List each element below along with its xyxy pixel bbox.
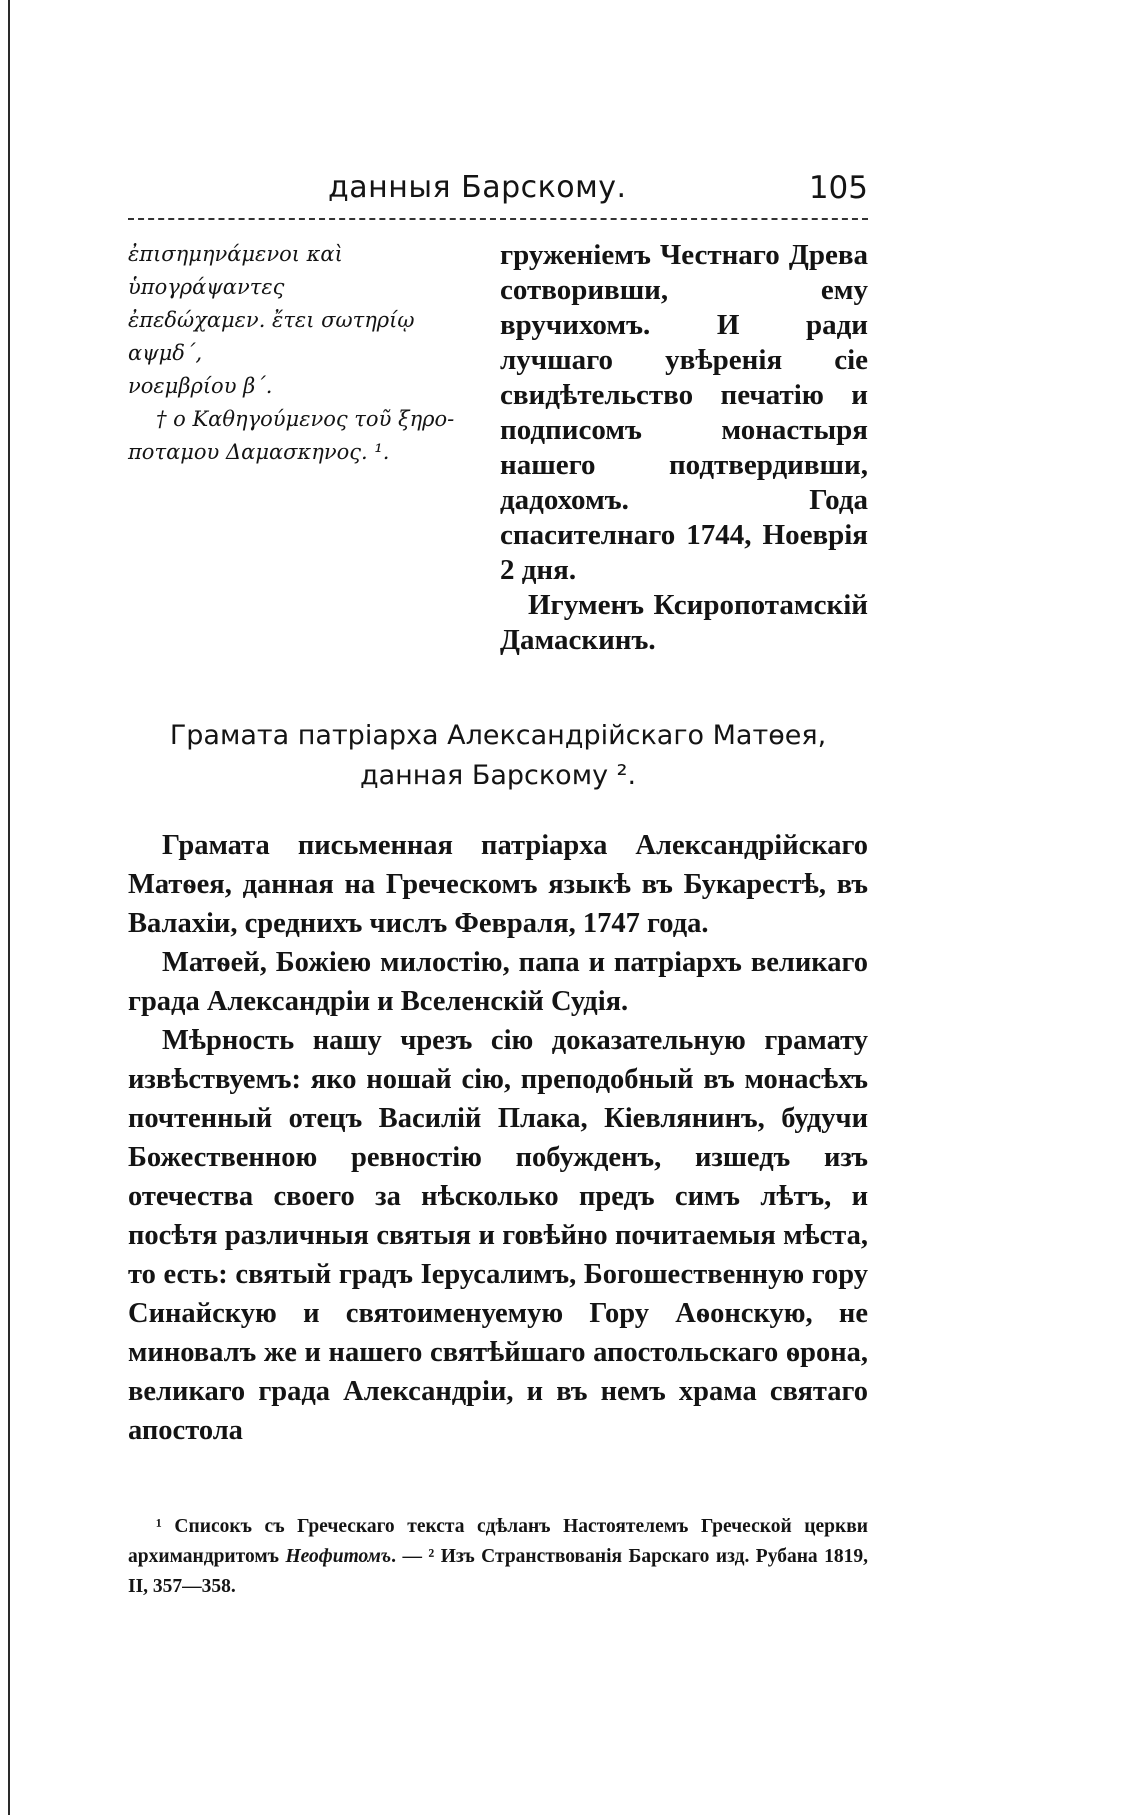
footnote-text: ¹ Списокъ съ Греческаго текста сдѣланъ Настоятелемъ Греческой церкви архимандритомъ [128,1516,868,1567]
greek-line: νοεμβρίου β΄. [128,374,273,398]
greek-line: ἐπισημηνάμενοι καὶ ὑπογράψαντες [128,242,343,299]
section-heading [128,716,868,796]
body-paragraph: Матѳей, Божіею милостію, папа и патріархъ великаго града Александріи и Вселенскій Судія. [128,947,868,1017]
russian-paragraph: груженіемъ Честнаго Древа сотворивши, ему вручихомъ. И ради лучшаго увѣренія сіе свидѣтельство печатію и подписомъ монастыря нашего подтвердивши, дадохомъ. Года спасителнаго 1744, Ноеврія 2 дня. [500,239,868,586]
body-paragraph: Грамата письменная патріарха Александрійскаго Матѳея, данная на Греческомъ языкѣ въ Букарестѣ, въ Валахіи, среднихъ числъ Февраля, 1747 года. [128,830,868,939]
section-heading-line: Грамата патріарха Александрійскаго Матѳея, [169,720,827,751]
header-rule [128,218,868,220]
footnote [128,1512,868,1602]
russian-signature: Игуменъ Ксиропотамскій Дамаскинъ. [500,589,868,656]
greek-column [128,238,473,658]
running-head [128,170,868,216]
greek-line: ἐπεδώχαμεν. ἔτει σωτηρίῳ αψμδ΄, [128,308,415,365]
page-spine-edge [8,0,10,1815]
footnote-italic-name: Неофитомъ [285,1546,392,1567]
greek-signature-line: † ο Καθηγούμενος τοῦ ξηρο- [156,407,455,431]
parallel-columns [128,238,868,658]
body-paragraph: Мѣрность нашу чрезъ сію доказательную грамату извѣствуемъ: яко ношай сію, преподобный въ монасѣхъ почтенный отецъ Василій Плака, Кіевлянинъ, будучи Божественною ревностію побужденъ, изшедъ изъ отечества своего за нѣсколько предъ симъ лѣтъ, и посѣтя различныя святыя и говѣйно почитаемыя мѣста, то есть: святый градъ Іерусалимъ, Богошественную гору Синайскую и святоименуемую Гору Аѳонскую, не миновалъ же и нашего святѣйшаго апостольскаго ѳрона, великаго града Александріи, и въ немъ храма святаго апостола [128,1025,868,1446]
body-text [128,826,868,1450]
book-page [128,170,868,1602]
section-heading-line: данная Барскому ². [359,760,637,791]
greek-signature-line: ποταμου Δαμασκηνος. ¹. [128,440,390,464]
russian-column [500,238,868,658]
page-number: 105 [808,170,868,206]
footnote-text: . — ² Изъ Странствованія Барскаго изд. Рубана 1819, II, 357—358. [128,1546,868,1597]
running-title: данныя Барскому. [328,170,627,205]
footnotes [128,1512,868,1602]
